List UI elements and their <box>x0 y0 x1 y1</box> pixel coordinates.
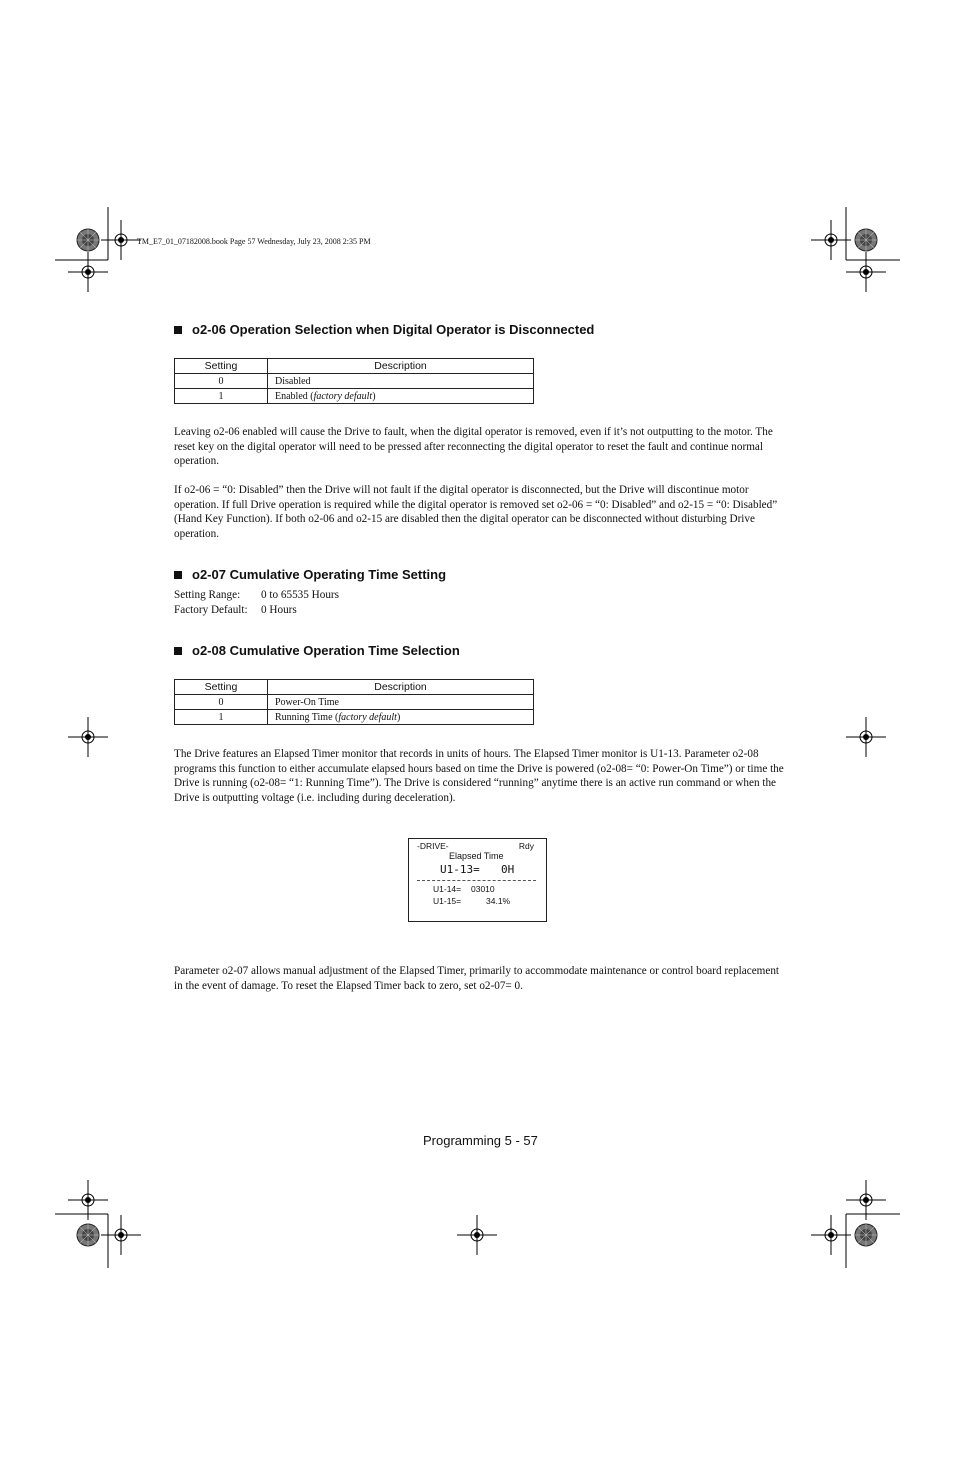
factory-default-note: factory default <box>313 390 373 402</box>
heading-text: o2-07 Cumulative Operating Time Setting <box>192 567 447 582</box>
display-line2-label: U1-15= <box>433 896 462 906</box>
paragraph-manual-adjustment: Parameter o2-07 allows manual adjustment of the Elapsed Timer, primarily to accommodate maintenance or control board replacement in the event of damage. To reset the Elapsed Timer back to zero, set o2-07= 0. <box>174 965 780 992</box>
display-divider <box>417 880 536 881</box>
factory-default-note: factory default <box>338 711 397 723</box>
setting-cell: 1 <box>175 389 268 404</box>
description-text: Enabled ( <box>275 390 314 402</box>
range-label: Setting Range: <box>174 589 241 601</box>
settings-table-o2-06 <box>174 358 534 404</box>
default-label: Factory Default: <box>174 604 248 616</box>
description-cell: Power-On Time <box>268 695 534 710</box>
column-header-description: Description <box>268 359 534 374</box>
display-mode: -DRIVE- <box>417 841 449 851</box>
column-header-description: Description <box>268 680 534 695</box>
display-main-value: 0H <box>501 863 515 876</box>
display-line2-value: 34.1% <box>486 896 511 906</box>
setting-cell: 1 <box>175 710 268 725</box>
description-end: ) <box>372 390 376 402</box>
section-heading-o2-06 <box>174 322 594 337</box>
setting-range-block <box>174 588 339 618</box>
bullet-square-icon <box>174 326 182 334</box>
table-row <box>175 374 534 389</box>
default-value: 0 Hours <box>261 604 297 616</box>
operator-display <box>408 838 547 922</box>
setting-cell: 0 <box>175 695 268 710</box>
range-value: 0 to 65535 Hours <box>261 589 340 601</box>
bullet-square-icon <box>174 647 182 655</box>
description-cell <box>268 389 534 404</box>
table-row <box>175 710 534 725</box>
description-text: Running Time ( <box>275 711 339 723</box>
description-cell: Disabled <box>268 374 534 389</box>
column-header-setting: Setting <box>175 359 268 374</box>
column-header-setting: Setting <box>175 680 268 695</box>
table-row <box>175 389 534 404</box>
page-number: Programming 5 - 57 <box>423 1133 538 1148</box>
heading-text: o2-08 Cumulative Operation Time Selection <box>192 643 460 658</box>
display-line1-label: U1-14= <box>433 884 462 894</box>
display-main-label: U1-13= <box>440 863 480 876</box>
heading-text: o2-06 Operation Selection when Digital Operator is Disconnected <box>192 322 595 337</box>
book-meta-line: TM_E7_01_07182008.book Page 57 Wednesday, July 23, 2008 2:35 PM <box>137 237 371 246</box>
bullet-square-icon <box>174 571 182 579</box>
paragraph-o2-06-enabled: Leaving o2-06 enabled will cause the Drive to fault, when the digital operator is removed, even if it’s not outputting to the motor. The reset key on the digital operator will need to be pressed after reconnecting the digital operator to reset the fault and continue normal operation. <box>174 426 773 468</box>
table-row <box>175 695 534 710</box>
paragraph-o2-06-disabled: If o2-06 = “0: Disabled” then the Drive will not fault if the digital operator is disconnected, but the Drive will discontinue motor operation. If full Drive operation is required while the digital operator is removed set o2-06 = “0: Disabled” and o2-15 = “0: Disabled” (Hand Key Function). If both o2-06 and o2-15 are disabled then the digital operator can be disconnected without disturbing Drive operation. <box>174 484 778 540</box>
section-heading-o2-07 <box>174 567 446 582</box>
display-title: Elapsed Time <box>449 851 504 861</box>
paragraph-elapsed-timer: The Drive features an Elapsed Timer monitor that records in units of hours. The Elapsed Timer monitor is U1-13. Parameter o2-08 programs this function to either accumulate elapsed hours based on time the Drive is powered (o2-08= “0: Power-On Time”) or time the Drive is running (o2-08= “1: Running Time”). The Drive is considered “running” anytime there is an active run command or when the Drive is outputting voltage (i.e. including during deceleration). <box>174 748 784 804</box>
display-status: Rdy <box>518 841 534 851</box>
display-line1-value: 03010 <box>471 884 495 894</box>
settings-table-o2-08 <box>174 679 534 725</box>
section-heading-o2-08 <box>174 643 460 658</box>
description-end: ) <box>396 711 401 723</box>
description-cell <box>268 710 534 725</box>
setting-cell: 0 <box>175 374 268 389</box>
